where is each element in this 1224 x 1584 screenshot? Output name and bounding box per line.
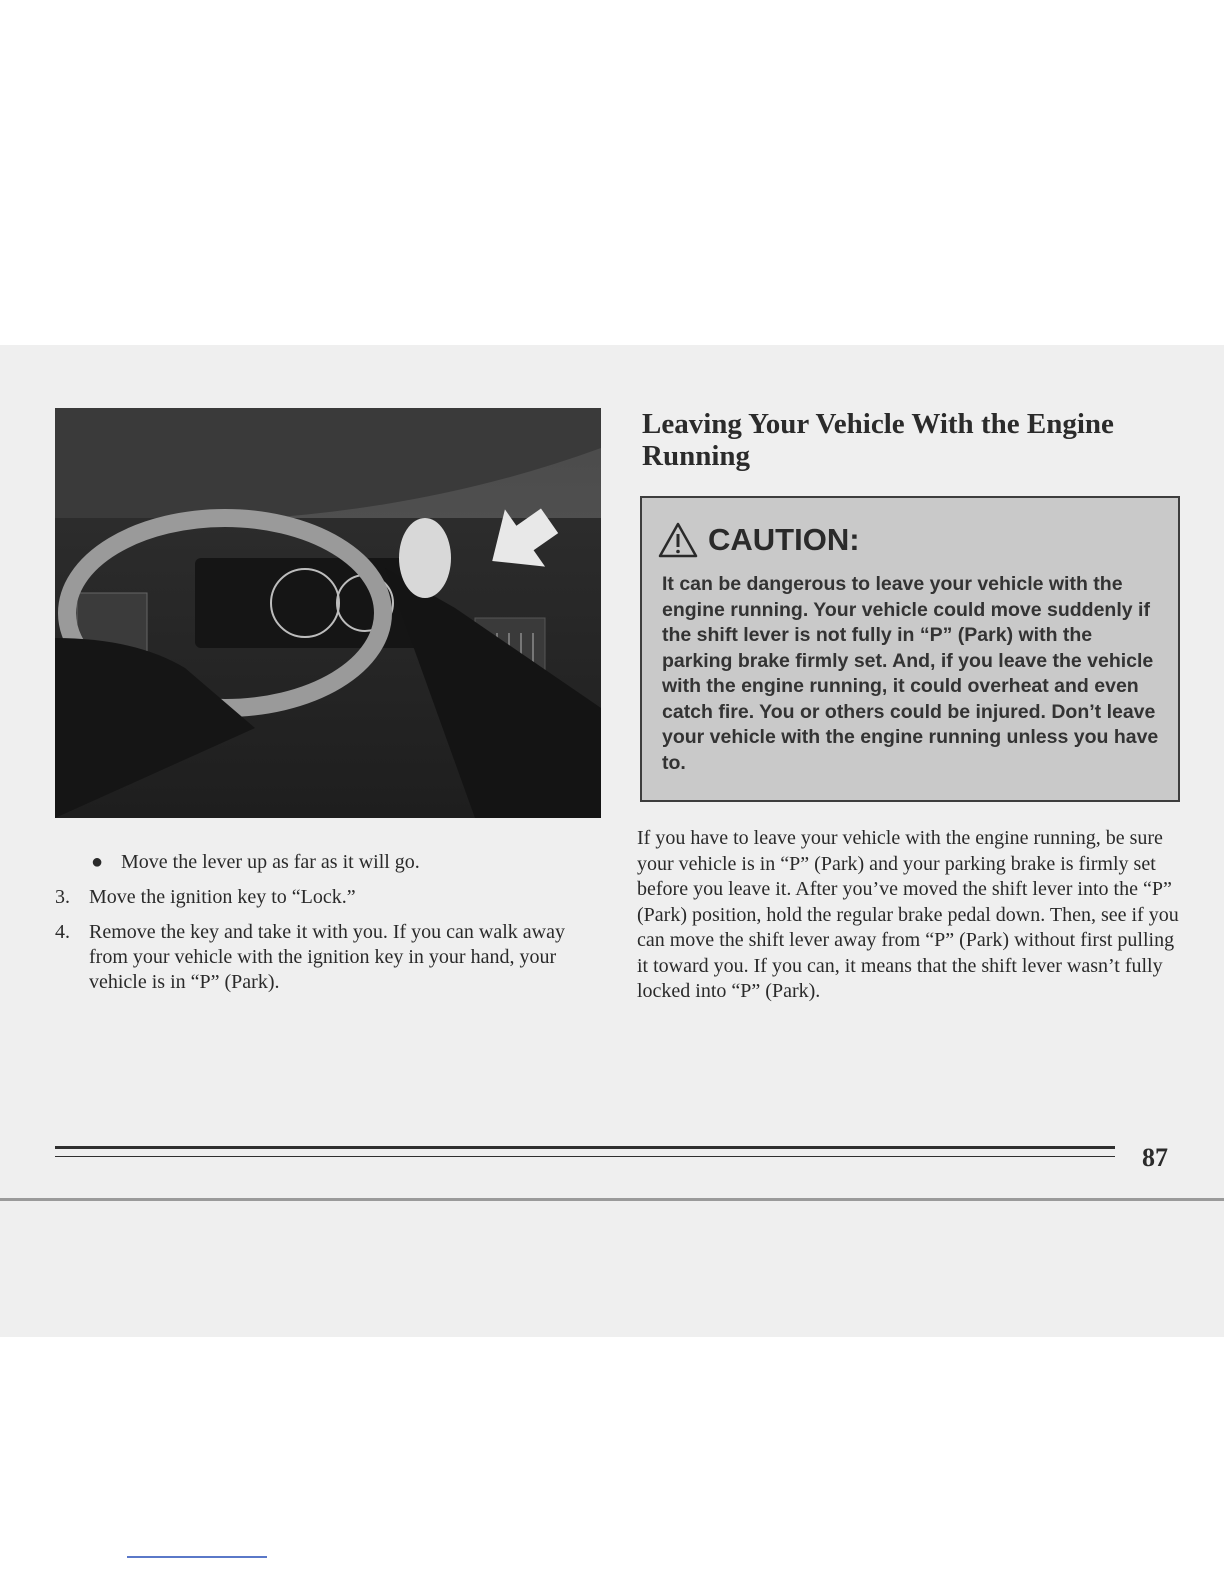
caution-title: CAUTION: — [708, 522, 860, 557]
bullet-item — [55, 850, 605, 875]
footer-rule — [55, 1146, 1115, 1157]
step-number: 3. — [55, 886, 70, 908]
step-text: Remove the key and take it with you. If you can walk away from your vehicle with the ignition key in your hand, your vehicle is in “P” (Park). — [89, 921, 565, 993]
warning-triangle-icon — [658, 522, 698, 558]
caution-box — [640, 496, 1180, 802]
sheet-edge-rule — [0, 1198, 1224, 1201]
page-number: 87 — [1142, 1143, 1168, 1172]
step-item-4 — [55, 920, 605, 995]
section-heading: Leaving Your Vehicle With the Engine Running — [642, 408, 1114, 472]
bullet-text: Move the lever up as far as it will go. — [121, 851, 420, 873]
bullet-icon: ● — [91, 851, 104, 873]
caution-body: It can be dangerous to leave your vehicle with the engine running. Your vehicle could move suddenly if the shift lever is not fully in “P” (Park) with the parking brake firmly set. And, if you leave the vehicle with the engine running, it could overheat and even catch fire. You or others could be injured. Don’t leave your vehicle with the engine running unless you have to. — [662, 573, 1159, 774]
step-number: 4. — [55, 921, 70, 943]
step-item-3 — [55, 885, 605, 910]
caution-title-row — [658, 522, 860, 558]
left-column-text — [55, 850, 605, 995]
link-underline[interactable] — [127, 1556, 267, 1558]
right-paragraph: If you have to leave your vehicle with the engine running, be sure your vehicle is in “P” (Park) and your parking brake is firmly set before you leave it. After you’ve moved the shift lever into the “P” (Park) position, hold the regular brake pedal down. Then, see if you can move the shift lever away from “P” (Park) without first pulling it toward you. If you can, it means that the shift lever wasn’t fully locked into “P” (Park). — [637, 827, 1179, 1002]
step-text: Move the ignition key to “Lock.” — [89, 886, 356, 908]
steering-wheel-photo — [55, 408, 601, 818]
